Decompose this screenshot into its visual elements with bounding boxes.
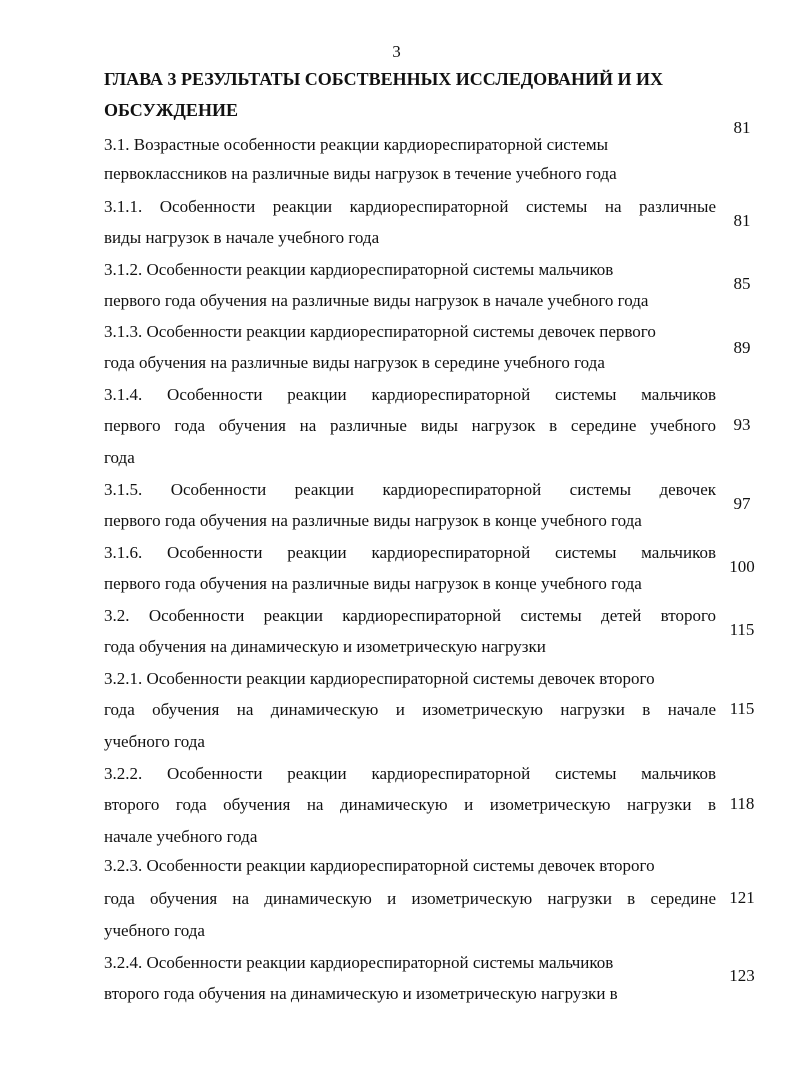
toc-entry-line: года обучения на различные виды нагрузок в середине учебного года bbox=[104, 353, 605, 372]
toc-entry-line: года обучения на динамическую и изометрическую нагрузки в середине bbox=[104, 889, 716, 908]
page-number: 3 bbox=[392, 42, 401, 61]
toc-page-number: 81 bbox=[733, 211, 751, 230]
toc-page-number: 115 bbox=[729, 699, 755, 718]
toc-entry-line: 3.1. Возрастные особенности реакции кардиореспираторной системы bbox=[104, 135, 608, 154]
toc-entry-line: первого года обучения на различные виды нагрузок в конце учебного года bbox=[104, 574, 642, 593]
toc-entry-line: года bbox=[104, 448, 135, 467]
toc-page-number: 118 bbox=[729, 794, 755, 813]
toc-entry-line: 3.2.2. Особенности реакции кардиореспираторной системы мальчиков bbox=[104, 764, 716, 783]
toc-page-number: 123 bbox=[729, 966, 755, 985]
toc-page-number: 97 bbox=[733, 494, 751, 513]
toc-page-number: 121 bbox=[729, 888, 755, 907]
toc-entry-line: 3.1.6. Особенности реакции кардиореспираторной системы мальчиков bbox=[104, 543, 716, 562]
toc-page-number: 81 bbox=[733, 118, 751, 137]
toc-entry-line: виды нагрузок в начале учебного года bbox=[104, 228, 380, 247]
toc-page-number: 93 bbox=[733, 415, 751, 434]
toc-entry-line: учебного года bbox=[104, 732, 205, 751]
toc-entry-line: второго года обучения на динамическую и изометрическую нагрузки в bbox=[104, 984, 618, 1003]
toc-page-number: 100 bbox=[729, 557, 755, 576]
toc-page-number: 115 bbox=[729, 620, 755, 639]
toc-entry-line: 3.2. Особенности реакции кардиореспираторной системы детей второго bbox=[104, 606, 716, 625]
toc-entry-line: 3.2.3. Особенности реакции кардиореспираторной системы девочек второго bbox=[104, 856, 655, 875]
chapter-heading-line2: ОБСУЖДЕНИЕ bbox=[104, 100, 238, 120]
toc-entry-line: 3.1.2. Особенности реакции кардиореспираторной системы мальчиков bbox=[104, 260, 614, 279]
toc-entry-line: 3.2.1. Особенности реакции кардиореспираторной системы девочек второго bbox=[104, 669, 655, 688]
toc-page-number: 85 bbox=[733, 274, 751, 293]
toc-entry-line: первого года обучения на различные виды нагрузок в середине учебного bbox=[104, 416, 716, 435]
toc-entry-line: 3.2.4. Особенности реакции кардиореспираторной системы мальчиков bbox=[104, 953, 614, 972]
toc-entry-line: 3.1.1. Особенности реакции кардиореспираторной системы на различные bbox=[104, 197, 716, 216]
toc-entry-line: второго года обучения на динамическую и изометрическую нагрузки в bbox=[104, 795, 716, 814]
toc-entry-line: первого года обучения на различные виды нагрузок в конце учебного года bbox=[104, 511, 642, 530]
toc-entry-line: 3.1.3. Особенности реакции кардиореспираторной системы девочек первого bbox=[104, 322, 656, 341]
toc-entry-line: первоклассников на различные виды нагрузок в течение учебного года bbox=[104, 164, 617, 183]
toc-entry-line: года обучения на динамическую и изометрическую нагрузки bbox=[104, 637, 546, 656]
toc-entry-line: года обучения на динамическую и изометрическую нагрузки в начале bbox=[104, 700, 716, 719]
toc-entry-line: начале учебного года bbox=[104, 827, 258, 846]
toc-entry-line: первого года обучения на различные виды нагрузок в начале учебного года bbox=[104, 291, 649, 310]
toc-entry-line: учебного года bbox=[104, 921, 205, 940]
chapter-heading-line1: ГЛАВА 3 РЕЗУЛЬТАТЫ СОБСТВЕННЫХ ИССЛЕДОВАНИЙ И ИХ bbox=[104, 69, 663, 89]
toc-entry-line: 3.1.5. Особенности реакции кардиореспираторной системы девочек bbox=[104, 480, 716, 499]
toc-entry-line: 3.1.4. Особенности реакции кардиореспираторной системы мальчиков bbox=[104, 385, 716, 404]
toc-page-number: 89 bbox=[733, 338, 751, 357]
